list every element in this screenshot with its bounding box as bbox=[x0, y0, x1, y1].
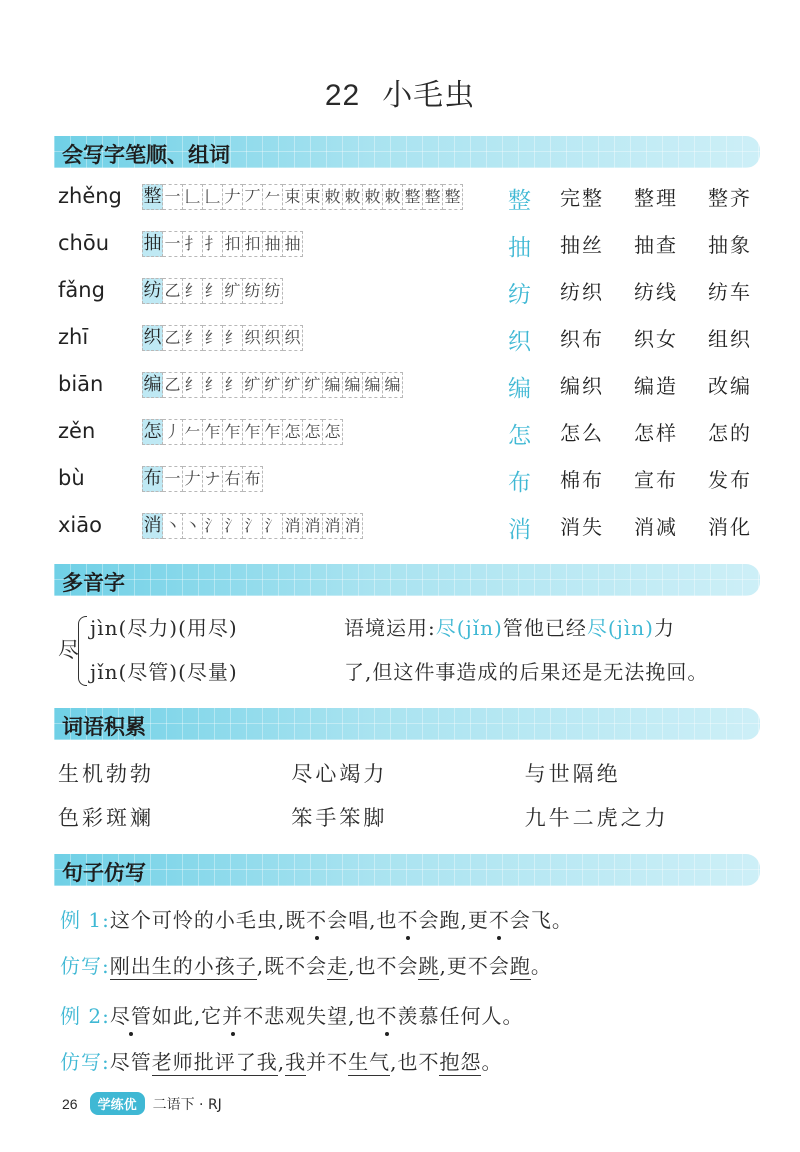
vocab-item: 尽心竭力 bbox=[291, 762, 388, 786]
section-title: 会写字笔顺、组词 bbox=[62, 143, 230, 167]
compound-word: 抽查 bbox=[634, 233, 678, 257]
stroke-cell: 乙 bbox=[163, 278, 183, 304]
stroke-order-box bbox=[142, 419, 343, 445]
stroke-cell: 纟 bbox=[183, 372, 203, 398]
stroke-cell: 敕 bbox=[323, 184, 343, 210]
stroke-cell: 乙 bbox=[163, 372, 183, 398]
example-1: 例 1:这个可怜的小毛虫,既不会唱,也不会跑,更不会飞。 bbox=[60, 908, 573, 932]
compound-word: 抽象 bbox=[708, 233, 752, 257]
stroke-cell: 纟 bbox=[203, 278, 223, 304]
stroke-cell: 消 bbox=[323, 513, 343, 539]
stroke-cell: 消 bbox=[142, 513, 163, 539]
char-row bbox=[58, 323, 760, 355]
compound-word: 发布 bbox=[708, 468, 752, 492]
stroke-cell: 怎 bbox=[142, 419, 163, 445]
stroke-cell: 乍 bbox=[243, 419, 263, 445]
stroke-cell: 束 bbox=[303, 184, 323, 210]
stroke-cell: 纟 bbox=[223, 372, 243, 398]
stroke-cell: 整 bbox=[403, 184, 423, 210]
stroke-cell: 消 bbox=[283, 513, 303, 539]
compound-word: 棉布 bbox=[560, 468, 604, 492]
section-header-imitation bbox=[54, 854, 760, 886]
compound-word: 抽丝 bbox=[560, 233, 604, 257]
stroke-cell: 纺 bbox=[243, 278, 263, 304]
highlight-char: 织 bbox=[508, 329, 531, 355]
stroke-cell: 编 bbox=[343, 372, 363, 398]
stroke-cell: 织 bbox=[263, 325, 283, 351]
brace-icon bbox=[78, 616, 87, 686]
lesson-title: 小毛虫 bbox=[382, 79, 476, 112]
stroke-cell: 编 bbox=[323, 372, 343, 398]
stroke-cell: 丿 bbox=[163, 419, 183, 445]
pinyin: fǎng bbox=[58, 278, 105, 302]
stroke-order-box bbox=[142, 278, 283, 304]
compound-word: 编造 bbox=[634, 374, 678, 398]
pinyin: zhěng bbox=[58, 184, 122, 208]
stroke-cell: 丶 bbox=[183, 513, 203, 539]
stroke-cell: 织 bbox=[142, 325, 163, 351]
stroke-cell: 纩 bbox=[283, 372, 303, 398]
stroke-cell: 抽 bbox=[283, 231, 303, 257]
stroke-cell: 整 bbox=[443, 184, 463, 210]
compound-word: 宣布 bbox=[634, 468, 678, 492]
imitation-1: 仿写:刚出生的小孩子,既不会走,也不会跳,更不会跑。 bbox=[60, 954, 552, 978]
stroke-cell: 扌 bbox=[203, 231, 223, 257]
stroke-cell: 氵 bbox=[243, 513, 263, 539]
stroke-cell: 𠃊 bbox=[183, 184, 203, 210]
section-header-strokes bbox=[54, 136, 760, 168]
highlight-char: 纺 bbox=[508, 282, 531, 308]
stroke-cell: 纩 bbox=[223, 278, 243, 304]
highlight-char: 怎 bbox=[508, 423, 531, 449]
stroke-cell: 怎 bbox=[303, 419, 323, 445]
vocab-item: 生机勃勃 bbox=[58, 762, 154, 786]
stroke-cell: 一 bbox=[163, 466, 183, 492]
stroke-cell: 怎 bbox=[283, 419, 303, 445]
vocab-item: 笨手笨脚 bbox=[291, 806, 388, 830]
stroke-cell: 整 bbox=[142, 184, 163, 210]
stroke-cell: 氵 bbox=[263, 513, 283, 539]
word-group bbox=[560, 323, 782, 352]
page-title bbox=[0, 70, 800, 114]
stroke-cell: 一 bbox=[163, 231, 183, 257]
pinyin: zěn bbox=[58, 419, 96, 443]
polyphone-block bbox=[58, 612, 768, 692]
lesson-number: 22 bbox=[324, 79, 361, 112]
section-header-polyphone bbox=[54, 564, 760, 596]
page-number: 26 bbox=[62, 1095, 78, 1112]
stroke-cell: 抽 bbox=[142, 231, 163, 257]
stroke-cell: 乍 bbox=[203, 419, 223, 445]
word-group bbox=[560, 182, 782, 211]
word-group bbox=[560, 229, 782, 258]
stroke-cell: 纺 bbox=[263, 278, 283, 304]
stroke-cell: 𠃊 bbox=[203, 184, 223, 210]
pinyin: zhī bbox=[58, 325, 89, 349]
compound-word: 组织 bbox=[708, 327, 752, 351]
compound-word: 纺线 bbox=[634, 280, 678, 304]
section-header-vocab bbox=[54, 708, 760, 740]
highlight-char: 抽 bbox=[508, 235, 531, 261]
stroke-cell: 敕 bbox=[363, 184, 383, 210]
stroke-cell: 敕 bbox=[383, 184, 403, 210]
compound-word: 织布 bbox=[560, 327, 604, 351]
stroke-cell: 氵 bbox=[203, 513, 223, 539]
stroke-cell: 氵 bbox=[223, 513, 243, 539]
compound-word: 整理 bbox=[634, 186, 678, 210]
stroke-order-box bbox=[142, 466, 263, 492]
stroke-cell: 纟 bbox=[203, 325, 223, 351]
stroke-cell: 布 bbox=[243, 466, 263, 492]
compound-word: 消化 bbox=[708, 515, 752, 539]
stroke-cell: 敕 bbox=[343, 184, 363, 210]
stroke-cell: 𠂉 bbox=[263, 184, 283, 210]
example-2: 例 2:尽管如此,它并不悲观失望,也不羡慕任何人。 bbox=[60, 1004, 524, 1028]
highlight-char: 整 bbox=[508, 188, 531, 214]
pinyin: biān bbox=[58, 372, 104, 396]
char-row bbox=[58, 511, 760, 543]
stroke-cell: 纟 bbox=[203, 372, 223, 398]
stroke-cell: ナ bbox=[203, 466, 223, 492]
stroke-cell: 扣 bbox=[223, 231, 243, 257]
polyphone-root: 尽 bbox=[58, 638, 79, 662]
word-group bbox=[560, 370, 782, 399]
stroke-cell: 纟 bbox=[183, 278, 203, 304]
stroke-cell: 束 bbox=[283, 184, 303, 210]
brand-badge: 学练优 bbox=[90, 1092, 145, 1115]
stroke-cell: 整 bbox=[423, 184, 443, 210]
stroke-cell: 乍 bbox=[223, 419, 243, 445]
word-group bbox=[560, 511, 782, 540]
stroke-cell: 乙 bbox=[163, 325, 183, 351]
char-row bbox=[58, 276, 760, 308]
stroke-cell: 纟 bbox=[183, 325, 203, 351]
stroke-order-box bbox=[142, 372, 403, 398]
context-line-1: 语境运用:尽(jǐn)管他已经尽(jìn)力 bbox=[344, 616, 675, 640]
compound-word: 怎么 bbox=[560, 421, 604, 445]
stroke-cell: 扌 bbox=[183, 231, 203, 257]
stroke-cell: 织 bbox=[283, 325, 303, 351]
word-group bbox=[560, 276, 782, 305]
stroke-cell: 消 bbox=[343, 513, 363, 539]
stroke-order-box bbox=[142, 513, 363, 539]
grade-label: 二语下 · RJ bbox=[152, 1096, 222, 1113]
stroke-cell: 编 bbox=[383, 372, 403, 398]
stroke-cell: 𠂇 bbox=[223, 184, 243, 210]
compound-word: 整齐 bbox=[708, 186, 752, 210]
stroke-cell: 乍 bbox=[263, 419, 283, 445]
stroke-cell: 右 bbox=[223, 466, 243, 492]
char-row bbox=[58, 417, 760, 449]
highlight-char: 布 bbox=[508, 470, 531, 496]
char-row bbox=[58, 464, 760, 496]
stroke-cell: 怎 bbox=[323, 419, 343, 445]
stroke-cell: 𠂉 bbox=[183, 419, 203, 445]
highlight-char: 编 bbox=[508, 376, 531, 402]
compound-word: 编织 bbox=[560, 374, 604, 398]
char-row bbox=[58, 182, 760, 214]
stroke-cell: 纩 bbox=[243, 372, 263, 398]
compound-word: 消失 bbox=[560, 515, 604, 539]
stroke-cell: 纺 bbox=[142, 278, 163, 304]
stroke-cell: 布 bbox=[142, 466, 163, 492]
char-row bbox=[58, 229, 760, 261]
stroke-cell: 丶 bbox=[163, 513, 183, 539]
stroke-order-box bbox=[142, 184, 463, 210]
word-group bbox=[560, 417, 782, 446]
stroke-cell: 抽 bbox=[263, 231, 283, 257]
compound-word: 纺织 bbox=[560, 280, 604, 304]
stroke-cell: 编 bbox=[142, 372, 163, 398]
section-title: 多音字 bbox=[62, 571, 125, 595]
vocab-item: 与世隔绝 bbox=[524, 762, 621, 786]
stroke-cell: 扣 bbox=[243, 231, 263, 257]
section-title: 词语积累 bbox=[62, 715, 146, 739]
pinyin: chōu bbox=[58, 231, 110, 255]
compound-word: 怎的 bbox=[708, 421, 752, 445]
section-title: 句子仿写 bbox=[62, 861, 146, 885]
stroke-cell: 纟 bbox=[223, 325, 243, 351]
compound-word: 消减 bbox=[634, 515, 678, 539]
stroke-cell: 丆 bbox=[243, 184, 263, 210]
vocab-item: 九牛二虎之力 bbox=[524, 806, 669, 830]
stroke-cell: 编 bbox=[363, 372, 383, 398]
vocab-row bbox=[58, 802, 758, 832]
compound-word: 怎样 bbox=[634, 421, 678, 445]
pinyin: bù bbox=[58, 466, 85, 490]
highlight-char: 消 bbox=[508, 517, 531, 543]
page-footer bbox=[62, 1092, 222, 1115]
stroke-cell: 纩 bbox=[263, 372, 283, 398]
reading-2: jǐn(尽管)(尽量) bbox=[90, 660, 238, 684]
reading-1: jìn(尽力)(用尽) bbox=[90, 616, 238, 640]
compound-word: 织女 bbox=[634, 327, 678, 351]
stroke-cell: 织 bbox=[243, 325, 263, 351]
char-row bbox=[58, 370, 760, 402]
stroke-cell: 𠂇 bbox=[183, 466, 203, 492]
stroke-cell: 消 bbox=[303, 513, 323, 539]
compound-word: 完整 bbox=[560, 186, 604, 210]
imitation-2: 仿写:尽管老师批评了我,我并不生气,也不抱怨。 bbox=[60, 1050, 503, 1074]
vocab-row bbox=[58, 758, 758, 788]
compound-word: 改编 bbox=[708, 374, 752, 398]
word-group bbox=[560, 464, 782, 493]
stroke-order-box bbox=[142, 231, 303, 257]
compound-word: 纺车 bbox=[708, 280, 752, 304]
stroke-cell: 纩 bbox=[303, 372, 323, 398]
vocab-item: 色彩斑斓 bbox=[58, 806, 154, 830]
stroke-order-box bbox=[142, 325, 303, 351]
context-line-2: 了,但这件事造成的后果还是无法挽回。 bbox=[344, 660, 709, 684]
pinyin: xiāo bbox=[58, 513, 102, 537]
stroke-cell: 一 bbox=[163, 184, 183, 210]
